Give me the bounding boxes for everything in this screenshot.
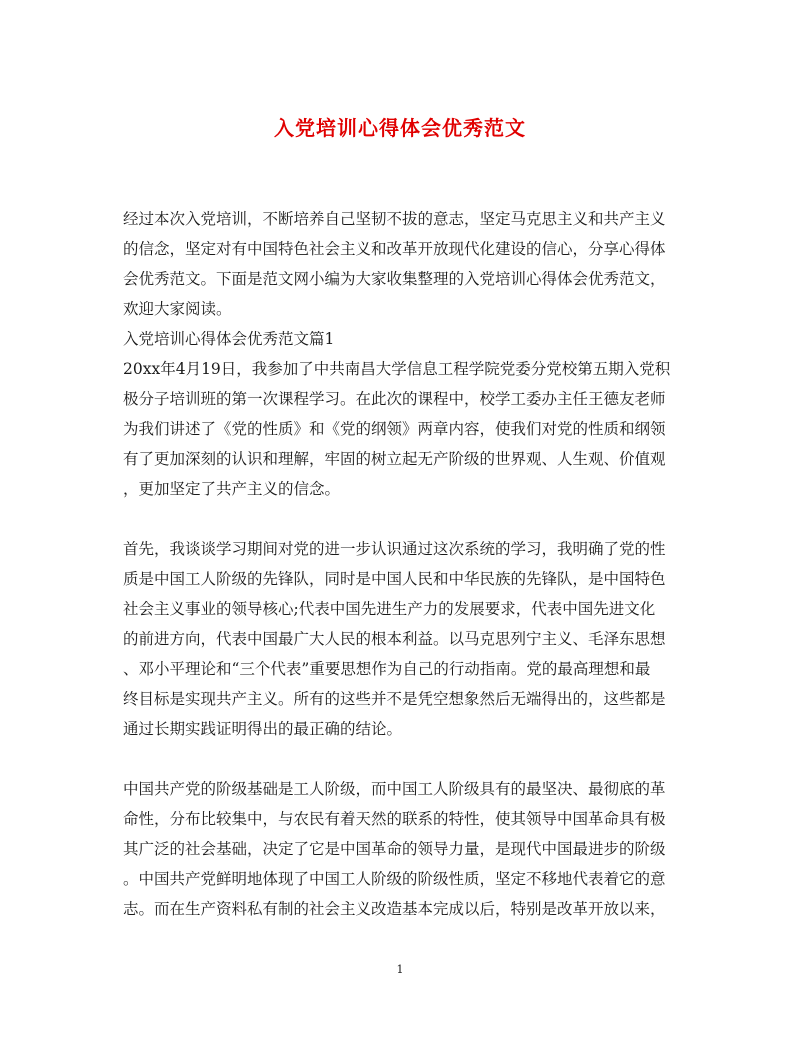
text-line: 极分子培训班的第一次课程学习。在此次的课程中，校学工委办主任王德友老师	[123, 390, 666, 408]
text-line: 。中国共产党鲜明地体现了中国工人阶级的阶级性质，坚定不移地代表着它的意	[123, 870, 666, 888]
text-line: 社会主义事业的领导核心;代表中国先进生产力的发展要求，代表中国先进文化	[123, 600, 656, 618]
text-line: 欢迎大家阅读。	[123, 300, 232, 318]
text-line: 经过本次入党培训，不断培养自己坚韧不拔的意志，坚定马克思主义和共产主义	[123, 210, 666, 228]
text-line: ，更加坚定了共产主义的信念。	[123, 480, 341, 498]
paragraph-gap	[123, 504, 683, 534]
text-line: 、邓小平理论和“三个代表”重要思想作为自己的行动指南。党的最高理想和最	[123, 660, 651, 678]
text-line: 志。而在生产资料私有制的社会主义改造基本完成以后，特别是改革开放以来，	[123, 900, 666, 918]
text-line: 首先，我谈谈学习期间对党的进一步认识通过这次系统的学习，我明确了党的性	[123, 540, 666, 558]
text-line: 命性，分布比较集中，与农民有着天然的联系的特性，使其领导中国革命具有极	[123, 810, 666, 828]
document-body	[123, 204, 683, 924]
intro-paragraph	[123, 204, 683, 324]
paragraph-3	[123, 774, 683, 924]
text-line: 其广泛的社会基础，决定了它是中国革命的领导力量，是现代中国最进步的阶级	[123, 840, 666, 858]
paragraph-gap	[123, 744, 683, 774]
text-line: 质是中国工人阶级的先锋队，同时是中国人民和中华民族的先锋队，是中国特色	[123, 570, 666, 588]
text-line: 的信念，坚定对有中国特色社会主义和改革开放现代化建设的信心，分享心得体	[123, 240, 666, 258]
text-line: 为我们讲述了《党的性质》和《党的纲领》两章内容，使我们对党的性质和纲领	[123, 420, 666, 438]
text-line: 会优秀范文。下面是范文网小编为大家收集整理的入党培训心得体会优秀范文，	[123, 270, 666, 288]
section-heading: 入党培训心得体会优秀范文篇1	[123, 330, 335, 348]
text-line: 20xx年4月19日，我参加了中共南昌大学信息工程学院党委分党校第五期入党积	[123, 360, 671, 378]
text-line: 中国共产党的阶级基础是工人阶级，而中国工人阶级具有的最坚决、最彻底的革	[123, 780, 666, 798]
text-line: 有了更加深刻的认识和理解，牢固的树立起无产阶级的世界观、人生观、价值观	[123, 450, 666, 468]
paragraph-1	[123, 354, 683, 504]
page-number: 1	[396, 963, 404, 976]
document-title: 入党培训心得体会优秀范文	[274, 116, 526, 140]
text-line: 通过长期实践证明得出的最正确的结论。	[123, 720, 403, 738]
text-line: 终目标是实现共产主义。所有的这些并不是凭空想象然后无端得出的，这些都是	[123, 690, 666, 708]
text-line: 的前进方向，代表中国最广大人民的根本利益。以马克思列宁主义、毛泽东思想	[123, 630, 666, 648]
paragraph-2	[123, 534, 683, 744]
